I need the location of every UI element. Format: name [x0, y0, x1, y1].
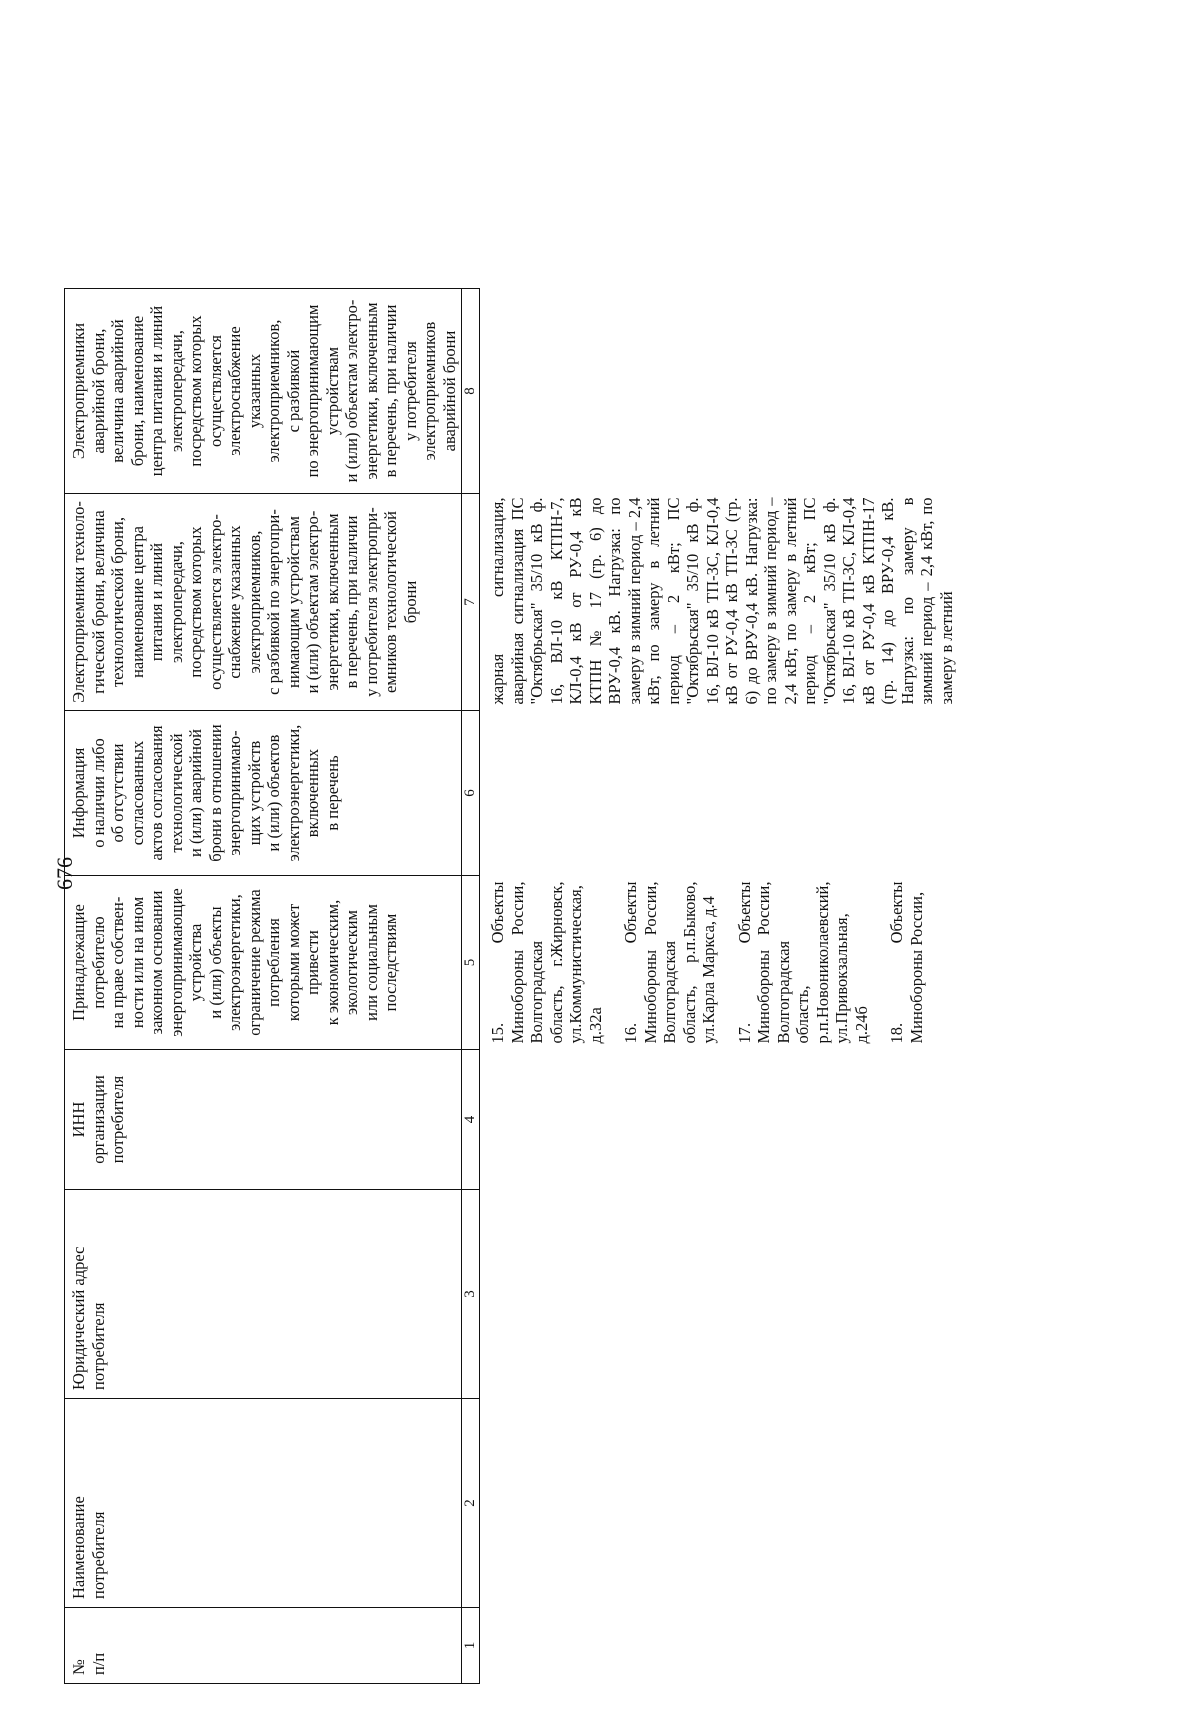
header-5-line: экологическим — [342, 909, 361, 1016]
header-7-line: снабжение указанных — [225, 525, 244, 679]
colnum-2: 2 — [462, 1399, 480, 1608]
header-2-line: Наименование — [69, 1496, 88, 1599]
colnum-8: 8 — [462, 289, 480, 494]
colnum-5: 5 — [462, 876, 480, 1050]
colnum-4: 4 — [462, 1050, 480, 1190]
colnum-1: 1 — [462, 1608, 480, 1684]
header-4-line: потребителя — [108, 1075, 127, 1164]
equipment-entry-16: 16. Объекты Минобороны России, Волгоградская область, р.п.Быково, ул.Карла Маркса, д.4 — [621, 881, 718, 1044]
header-row — [65, 289, 462, 1684]
data-row — [480, 289, 957, 1684]
header-7-line: энергетики, включенным — [322, 513, 342, 691]
header-6-line: щих устройств — [244, 740, 264, 846]
hdr-lines-6 — [69, 714, 342, 872]
header-cell-7 — [65, 494, 462, 711]
colnum-7: 7 — [462, 494, 480, 711]
cell-number — [480, 1608, 957, 1684]
equipment-entry-15: 15. Объекты Минобороны России, Волгоградская область, г.Жирновск, ул.Коммунистическая, д.32а — [488, 881, 605, 1044]
header-5-line: последствиям — [381, 913, 400, 1012]
hdr-lines-5 — [69, 879, 401, 1046]
header-7-line: электроприемников, — [244, 530, 264, 674]
cell-legal-address — [480, 1190, 957, 1399]
header-6-line: энергопринимаю- — [225, 730, 244, 856]
header-3-line: потребителя — [88, 1302, 108, 1390]
header-cell-5 — [65, 876, 462, 1050]
hdr-lines-8 — [69, 292, 459, 490]
header-8-line: брони, наименование — [127, 315, 147, 467]
header-cell-4 — [65, 1050, 462, 1190]
header-8-line: энергетики, включенным — [361, 302, 381, 480]
header-7-line: Электроприемники техноло- — [69, 501, 88, 703]
header-6-line: электроэнергетики, — [283, 724, 303, 862]
equipment-entry-18: 18. Объекты Минобороны России, — [887, 881, 926, 1044]
cell-inn — [480, 1050, 957, 1190]
header-7-line: и (или) объектам электро- — [303, 510, 322, 694]
hdr-lines-4 — [69, 1053, 128, 1186]
header-6-line: и (или) аварийной — [186, 729, 205, 858]
header-7-line: в перечень, при наличии — [342, 515, 361, 689]
header-4-line: ИНН — [69, 1101, 88, 1138]
header-8-line: электропередачи, — [166, 330, 186, 452]
header-5-line: или социальным — [361, 904, 381, 1021]
header-8-line: аварийной брони, — [88, 328, 108, 454]
header-5-line: законном основании — [147, 890, 166, 1035]
header-6-line: брони в отношении — [205, 724, 225, 862]
header-5-line: энергопринимающие — [166, 888, 186, 1037]
consumer-table — [64, 288, 956, 1684]
hdr-lines-7 — [69, 497, 420, 707]
header-2-line: потребителя — [88, 1511, 108, 1599]
header-8-line: с разбивкой — [283, 349, 303, 433]
header-7-line: нимающим устройствам — [283, 516, 303, 688]
colnum-3: 3 — [462, 1190, 480, 1399]
header-7-line: технологической брони, — [108, 517, 127, 687]
header-8-line: центра питания и линий — [147, 305, 166, 477]
header-7-line: с разбивкой по энергопри- — [264, 509, 283, 695]
header-8-line: у потребителя — [400, 341, 420, 441]
header-8-line: в перечень, при наличии — [381, 304, 400, 478]
header-7-line: посредством которых — [186, 526, 205, 678]
header-8-line: по энергопринимающим — [303, 304, 322, 478]
header-cell-1 — [65, 1608, 462, 1684]
header-8-line: и (или) объектам электро- — [342, 299, 361, 483]
header-5-line: потребителю — [88, 916, 108, 1009]
header-7-line: у потребителя электропри- — [361, 507, 381, 697]
header-1-line: № — [69, 1659, 88, 1675]
header-3-line: Юридический адрес — [69, 1246, 88, 1390]
header-1-line: п/п — [88, 1652, 108, 1675]
cell-consumer-name — [480, 1399, 957, 1608]
header-8-line: электроснабжение — [225, 326, 244, 456]
header-7-line: осуществляется электро- — [205, 514, 225, 690]
header-8-line: указанных — [244, 353, 264, 429]
header-5-line: потребления — [264, 918, 283, 1007]
header-8-line: величина аварийной — [108, 319, 127, 463]
header-6-line: технологической — [166, 733, 186, 853]
cell-agreement-info — [480, 711, 957, 876]
cell-tech-reserve — [480, 494, 957, 711]
header-7-line: наименование центра — [127, 526, 147, 678]
header-5-line: и (или) объекты — [205, 906, 225, 1019]
header-7-line: электропередачи, — [166, 541, 186, 663]
colnum-6: 6 — [462, 711, 480, 876]
header-6-line: включенных — [303, 748, 322, 838]
header-8-line: аварийной брони — [439, 330, 459, 452]
header-6-line: в перечень — [322, 755, 342, 831]
header-5-line: устройства — [186, 923, 205, 1002]
tech-reserve-text: жарная сигнализация, аварийная сигнализация ПС "Октябрьская" 35/10 кВ ф. 16, ВЛ-10 кВ КТПН-7, КЛ-0,4 кВ от РУ-0,4 кВ КТПН № 17 (гр. 6) до ВРУ-0,4 кВ. Нагрузка: по замеру в зимний период – 2,4 кВт, по замеру в летний период – 2 кВт; ПС "Октябрьская" 35/10 кВ ф. 16, ВЛ-10 кВ ТП-3С, КЛ-0,4 кВ от РУ-0,4 кВ ТП-3С (гр. 6) до ВРУ-0,4 кВ. Нагрузка: по замеру в зимний период – 2,4 кВт, по замеру в летний период – 2 кВт; ПС "Октябрьская" 35/10 кВ ф. 16, ВЛ-10 кВ ТП-3С, КЛ-0,4 кВ от РУ-0,4 кВ КТПН-17 (гр. 14) до ВРУ-0,4 кВ. Нагрузка: по замеру в зимний период – 2,4 кВт, по замеру в летний — [488, 497, 956, 705]
cell-emergency-reserve — [480, 289, 957, 494]
header-7-line: емников технологической — [381, 511, 400, 693]
header-4-line: организации — [88, 1075, 108, 1164]
header-8-line: электроприемников — [420, 321, 439, 461]
header-5-line: ности или на ином — [127, 896, 147, 1029]
hdr-lines-1 — [69, 1611, 108, 1675]
header-7-line: гической брони, величина — [88, 510, 108, 694]
column-number-row — [462, 289, 480, 1684]
header-5-line: которыми может — [283, 903, 303, 1022]
header-6-line: и (или) объектов — [264, 734, 283, 852]
header-6-line: Информация — [69, 747, 88, 839]
header-cell-2 — [65, 1399, 462, 1608]
header-8-line: посредством которых — [186, 315, 205, 467]
header-5-line: на праве собствен- — [108, 896, 127, 1029]
header-6-line: согласованных — [127, 740, 147, 846]
hdr-lines-3 — [69, 1193, 108, 1390]
header-5-line: Принадлежащие — [69, 904, 88, 1021]
header-cell-6 — [65, 711, 462, 876]
header-cell-8 — [65, 289, 462, 494]
page-number: 676 — [52, 857, 77, 890]
equipment-entry-17: 17. Объекты Минобороны России, Волгоградская область, р.п.Новониколаевский, ул.Привокзальная, д.24б — [734, 881, 871, 1044]
cell-equipment — [480, 876, 957, 1050]
header-5-line: к экономическим, — [322, 899, 342, 1026]
header-5-line: ограничение режима — [244, 889, 264, 1036]
header-8-line: электроприемников, — [264, 319, 283, 463]
header-5-line: привести — [303, 930, 322, 995]
header-6-line: об отсутствии — [108, 743, 127, 843]
header-6-line: актов согласования — [147, 725, 166, 861]
header-7-line: питания и линий — [147, 542, 166, 662]
header-8-line: осуществляется — [205, 334, 225, 448]
header-6-line: о наличии либо — [88, 738, 108, 848]
header-8-line: Электроприемники — [69, 322, 88, 460]
header-8-line: устройствам — [322, 346, 342, 436]
header-5-line: электроэнергетики, — [225, 894, 244, 1031]
hdr-lines-2 — [69, 1402, 108, 1599]
header-cell-3 — [65, 1190, 462, 1399]
header-7-line: брони — [400, 580, 420, 624]
